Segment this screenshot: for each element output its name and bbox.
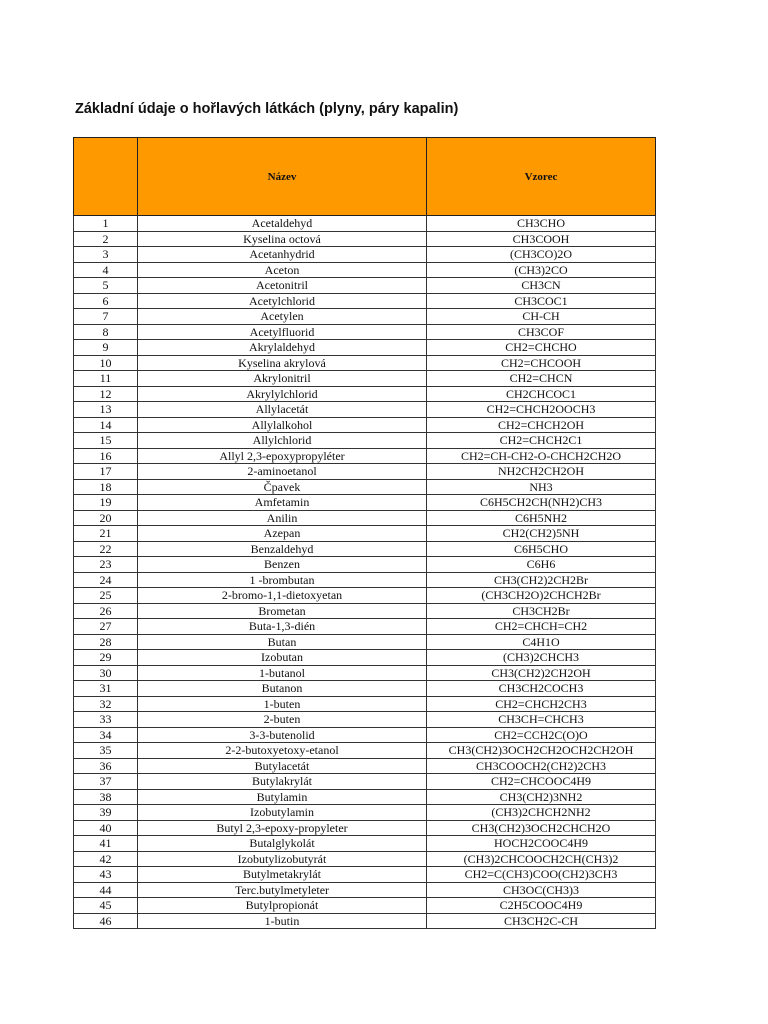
row-name-cell: Butylamin [138,789,427,805]
table-row [74,696,656,712]
table-row [74,913,656,929]
table-row [74,789,656,805]
row-number-cell: 33 [74,712,138,728]
row-name-cell: 1-butanol [138,665,427,681]
row-number-cell: 32 [74,696,138,712]
row-name-cell: Buta-1,3-dién [138,619,427,635]
table-row [74,216,656,232]
table-row [74,324,656,340]
row-formula-cell: C6H5CHO [427,541,656,557]
row-formula-cell: C6H5NH2 [427,510,656,526]
row-number-cell: 38 [74,789,138,805]
row-number-cell: 44 [74,882,138,898]
row-name-cell: Butylacetát [138,758,427,774]
row-name-cell: Akrylylchlorid [138,386,427,402]
row-name-cell: Butylmetakrylát [138,867,427,883]
row-number-cell: 4 [74,262,138,278]
row-number-cell: 25 [74,588,138,604]
row-name-cell: Acetonitril [138,278,427,294]
row-formula-cell: CH2=CHCOOC4H9 [427,774,656,790]
row-formula-cell: C6H5CH2CH(NH2)CH3 [427,495,656,511]
row-number-cell: 16 [74,448,138,464]
table-row [74,882,656,898]
row-number-cell: 5 [74,278,138,294]
row-number-cell: 26 [74,603,138,619]
row-number-cell: 35 [74,743,138,759]
row-number-cell: 7 [74,309,138,325]
row-name-cell: Butanon [138,681,427,697]
row-name-cell: Acetanhydrid [138,247,427,263]
table-row [74,402,656,418]
row-formula-cell: CH2=CHCHO [427,340,656,356]
row-number-cell: 13 [74,402,138,418]
table-row [74,681,656,697]
row-formula-cell: CH3CH2COCH3 [427,681,656,697]
row-name-cell: 1-butin [138,913,427,929]
table-row [74,247,656,263]
row-number-cell: 23 [74,557,138,573]
table-row [74,231,656,247]
table-row [74,727,656,743]
row-number-cell: 18 [74,479,138,495]
table-row [74,340,656,356]
page-title: Základní údaje o hořlavých látkách (plyny, páry kapalin) [75,101,459,117]
row-number-cell: 8 [74,324,138,340]
row-number-cell: 39 [74,805,138,821]
row-name-cell: Aceton [138,262,427,278]
row-number-cell: 41 [74,836,138,852]
row-formula-cell: CH2=C(CH3)COO(CH2)3CH3 [427,867,656,883]
row-formula-cell: (CH3)2CHCH2NH2 [427,805,656,821]
row-number-cell: 46 [74,913,138,929]
row-formula-cell: CH3CH=CHCH3 [427,712,656,728]
row-number-cell: 9 [74,340,138,356]
header-formula: Vzorec [427,138,656,216]
row-name-cell: Čpavek [138,479,427,495]
table-row [74,836,656,852]
table-row [74,262,656,278]
table-row [74,417,656,433]
row-name-cell: Akrylaldehyd [138,340,427,356]
row-number-cell: 3 [74,247,138,263]
row-number-cell: 34 [74,727,138,743]
table-row [74,541,656,557]
header-name: Název [138,138,427,216]
row-name-cell: 3-3-butenolid [138,727,427,743]
table-row [74,371,656,387]
row-number-cell: 2 [74,231,138,247]
row-number-cell: 20 [74,510,138,526]
table-row [74,805,656,821]
row-name-cell: 2-2-butoxyetoxy-etanol [138,743,427,759]
table-row [74,557,656,573]
row-number-cell: 28 [74,634,138,650]
row-formula-cell: CH2=CHCN [427,371,656,387]
row-number-cell: 14 [74,417,138,433]
row-number-cell: 17 [74,464,138,480]
row-formula-cell: NH2CH2CH2OH [427,464,656,480]
table-row [74,309,656,325]
table-row [74,650,656,666]
row-formula-cell: NH3 [427,479,656,495]
row-number-cell: 27 [74,619,138,635]
table-row [74,464,656,480]
table-row [74,588,656,604]
row-formula-cell: CH3OC(CH3)3 [427,882,656,898]
row-number-cell: 31 [74,681,138,697]
row-formula-cell: CH2CHCOC1 [427,386,656,402]
row-name-cell: Amfetamin [138,495,427,511]
table-row [74,619,656,635]
table-header-row [74,138,656,216]
row-formula-cell: C6H6 [427,557,656,573]
row-number-cell: 40 [74,820,138,836]
table-row [74,603,656,619]
row-name-cell: Anilin [138,510,427,526]
row-number-cell: 21 [74,526,138,542]
row-number-cell: 37 [74,774,138,790]
row-number-cell: 45 [74,898,138,914]
row-formula-cell: CH3COOCH2(CH2)2CH3 [427,758,656,774]
row-number-cell: 42 [74,851,138,867]
table-row [74,510,656,526]
row-name-cell: Terc.butylmetyleter [138,882,427,898]
row-name-cell: Allylacetát [138,402,427,418]
row-name-cell: Butan [138,634,427,650]
row-name-cell: Acetaldehyd [138,216,427,232]
row-name-cell: Allylalkohol [138,417,427,433]
row-number-cell: 10 [74,355,138,371]
row-name-cell: Brometan [138,603,427,619]
row-name-cell: 2-buten [138,712,427,728]
row-formula-cell: CH3COC1 [427,293,656,309]
row-formula-cell: CH3COF [427,324,656,340]
row-name-cell: Kyselina octová [138,231,427,247]
row-name-cell: Benzaldehyd [138,541,427,557]
row-name-cell: 1 -brombutan [138,572,427,588]
row-number-cell: 12 [74,386,138,402]
row-formula-cell: CH2=CHCH2OH [427,417,656,433]
row-formula-cell: HOCH2COOC4H9 [427,836,656,852]
row-name-cell: Acetylfluorid [138,324,427,340]
row-formula-cell: CH3(CH2)3OCH2CH2OCH2CH2OH [427,743,656,759]
row-name-cell: 1-buten [138,696,427,712]
row-formula-cell: CH2=CHCH2CH3 [427,696,656,712]
row-number-cell: 36 [74,758,138,774]
row-name-cell: Benzen [138,557,427,573]
row-formula-cell: CH2=CHCH2C1 [427,433,656,449]
row-name-cell: Kyselina akrylová [138,355,427,371]
row-formula-cell: CH3CN [427,278,656,294]
table-row [74,712,656,728]
header-number [74,138,138,216]
row-formula-cell: CH3CHO [427,216,656,232]
row-formula-cell: CH2=CHCH2OOCH3 [427,402,656,418]
row-name-cell: Izobutylamin [138,805,427,821]
table-row [74,386,656,402]
row-formula-cell: (CH3CO)2O [427,247,656,263]
row-number-cell: 6 [74,293,138,309]
table-row [74,758,656,774]
row-formula-cell: CH3(CH2)3NH2 [427,789,656,805]
row-number-cell: 22 [74,541,138,557]
table-row [74,479,656,495]
table-row [74,526,656,542]
row-number-cell: 29 [74,650,138,666]
table-row [74,433,656,449]
row-formula-cell: CH2=CH-CH2-O-CHCH2CH2O [427,448,656,464]
row-name-cell: Izobutan [138,650,427,666]
row-name-cell: Akrylonitril [138,371,427,387]
row-name-cell: Acetylen [138,309,427,325]
row-formula-cell: CH3CH2Br [427,603,656,619]
table-row [74,867,656,883]
row-number-cell: 11 [74,371,138,387]
row-formula-cell: C4H1O [427,634,656,650]
row-number-cell: 15 [74,433,138,449]
table-row [74,774,656,790]
row-name-cell: 2-bromo-1,1-dietoxyetan [138,588,427,604]
table-row [74,898,656,914]
row-formula-cell: (CH3)2CHCOOCH2CH(CH3)2 [427,851,656,867]
row-name-cell: Acetylchlorid [138,293,427,309]
row-name-cell: Izobutylizobutyrát [138,851,427,867]
row-formula-cell: (CH3)2CO [427,262,656,278]
table-row [74,293,656,309]
table-row [74,278,656,294]
table-row [74,572,656,588]
row-name-cell: Butyl 2,3-epoxy-propyleter [138,820,427,836]
row-number-cell: 24 [74,572,138,588]
row-number-cell: 1 [74,216,138,232]
table-row [74,665,656,681]
table-row [74,634,656,650]
row-number-cell: 30 [74,665,138,681]
row-name-cell: Butylpropionát [138,898,427,914]
row-formula-cell: C2H5COOC4H9 [427,898,656,914]
table-row [74,851,656,867]
row-formula-cell: CH2=CHCOOH [427,355,656,371]
substances-table [73,137,656,929]
row-formula-cell: CH-CH [427,309,656,325]
row-number-cell: 19 [74,495,138,511]
row-formula-cell: CH2=CCH2C(O)O [427,727,656,743]
row-formula-cell: CH2(CH2)5NH [427,526,656,542]
table-row [74,355,656,371]
row-formula-cell: CH3(CH2)2CH2Br [427,572,656,588]
row-name-cell: Butylakrylát [138,774,427,790]
row-formula-cell: (CH3)2CHCH3 [427,650,656,666]
table-row [74,820,656,836]
table-row [74,495,656,511]
row-name-cell: Azepan [138,526,427,542]
row-formula-cell: CH3CH2C-CH [427,913,656,929]
row-name-cell: Butalglykolát [138,836,427,852]
row-formula-cell: CH3(CH2)2CH2OH [427,665,656,681]
table-row [74,743,656,759]
row-name-cell: Allyl 2,3-epoxypropyléter [138,448,427,464]
row-formula-cell: CH3COOH [427,231,656,247]
table-row [74,448,656,464]
row-formula-cell: CH3(CH2)3OCH2CHCH2O [427,820,656,836]
row-formula-cell: CH2=CHCH=CH2 [427,619,656,635]
row-name-cell: 2-aminoetanol [138,464,427,480]
row-number-cell: 43 [74,867,138,883]
row-formula-cell: (CH3CH2O)2CHCH2Br [427,588,656,604]
row-name-cell: Allylchlorid [138,433,427,449]
